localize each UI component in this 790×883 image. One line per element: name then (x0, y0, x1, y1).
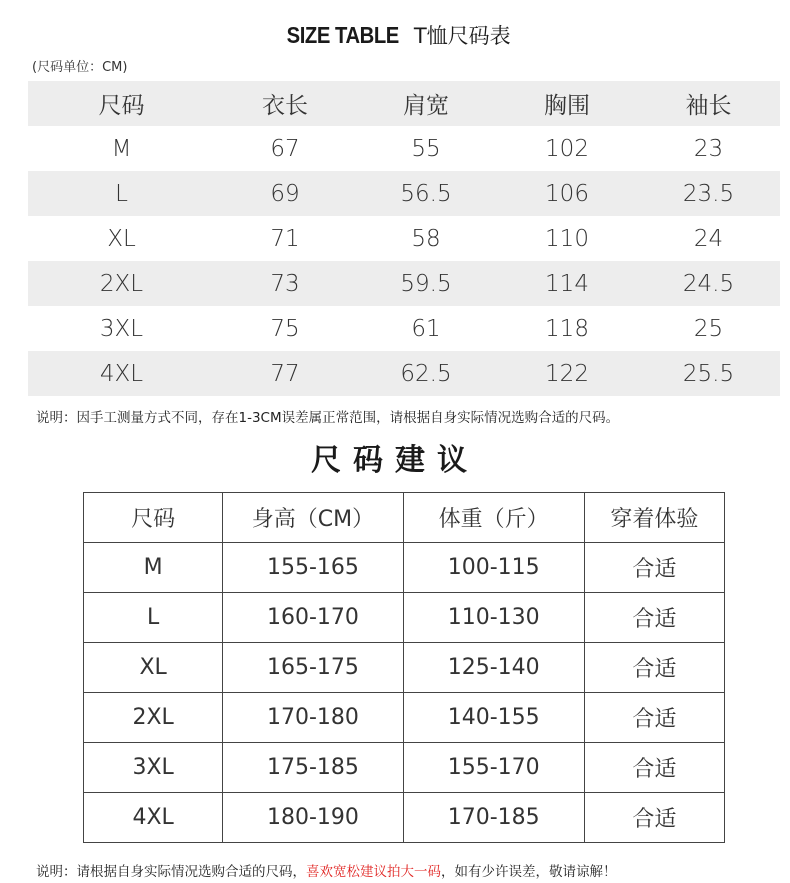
header-cell: 衣长 (262, 93, 308, 119)
table-cell: 77 (270, 360, 300, 387)
page-title (0, 20, 790, 50)
fit-note-prefix: 说明：请根据自身实际情况选购合适的尺码， (36, 864, 306, 880)
table-row (84, 693, 725, 743)
measurement-note: 说明：因手工测量方式不同，存在1-3CM误差属正常范围，请根据自身实际情况选购合适的尺码。 (36, 410, 620, 426)
table-cell: 25 (693, 315, 724, 342)
table-row (28, 261, 780, 306)
unit-note: (尺码单位：CM) (32, 60, 128, 75)
table-cell: XL (107, 225, 136, 252)
table-cell: 106 (545, 180, 589, 207)
table-cell: XL (84, 643, 223, 693)
header-cell: 体重（斤） (403, 493, 584, 543)
table-cell: M (84, 543, 223, 593)
table-cell: 25.5 (682, 360, 735, 387)
table-cell: 69 (270, 180, 300, 207)
table-row (28, 351, 780, 396)
title-cn: T恤尺码表 (413, 24, 511, 48)
table-cell: 67 (270, 135, 300, 162)
title-en: SIZE TABLE (286, 22, 400, 48)
table-cell: 110-130 (403, 593, 584, 643)
table-cell: 合适 (584, 743, 724, 793)
header-cell: 袖长 (685, 93, 732, 119)
table-cell: 125-140 (403, 643, 584, 693)
table-cell: M (111, 135, 132, 162)
table-cell: 102 (545, 135, 589, 162)
table-row (84, 743, 725, 793)
table-cell: 170-180 (223, 693, 403, 743)
table-cell: 24.5 (682, 270, 735, 297)
table-cell: 140-155 (403, 693, 584, 743)
suggestion-heading: 尺码建议 (311, 443, 479, 478)
suggestion-table-header (84, 493, 725, 543)
table-row (84, 643, 725, 693)
table-cell: 合适 (584, 593, 724, 643)
table-cell: 3XL (99, 315, 144, 342)
table-cell: 24 (693, 225, 724, 252)
table-cell: 71 (270, 225, 300, 252)
fit-note-highlight: 喜欢宽松建议拍大一码 (306, 864, 441, 880)
header-cell: 尺码 (98, 93, 145, 119)
table-cell: 160-170 (223, 593, 403, 643)
fit-note (36, 860, 617, 880)
table-cell: 155-165 (223, 543, 403, 593)
table-row (84, 543, 725, 593)
table-cell: 4XL (99, 360, 144, 387)
table-cell: 2XL (84, 693, 223, 743)
table-cell: 165-175 (223, 643, 403, 693)
header-cell: 肩宽 (403, 93, 449, 119)
table-cell: 3XL (84, 743, 223, 793)
table-cell: 170-185 (403, 793, 584, 843)
table-cell: 118 (545, 315, 589, 342)
table-cell: 75 (270, 315, 300, 342)
table-cell: 2XL (99, 270, 144, 297)
table-cell: 55 (411, 135, 441, 162)
table-cell: L (84, 593, 223, 643)
table-row (28, 306, 780, 351)
table-cell: 61 (411, 315, 441, 342)
table-cell: 23 (693, 135, 724, 162)
header-cell: 身高（CM） (223, 493, 403, 543)
table-cell: 100-115 (403, 543, 584, 593)
header-cell: 穿着体验 (584, 493, 724, 543)
table-row (84, 793, 725, 843)
table-row (28, 216, 780, 261)
table-cell: 175-185 (223, 743, 403, 793)
header-cell: 胸围 (544, 93, 590, 119)
table-cell: 4XL (84, 793, 223, 843)
header-cell: 尺码 (84, 493, 223, 543)
table-cell: 56.5 (400, 180, 452, 207)
suggestion-table (83, 492, 725, 843)
table-cell: 合适 (584, 543, 724, 593)
table-cell: 合适 (584, 693, 724, 743)
table-cell: 58 (411, 225, 441, 252)
fit-note-suffix: ，如有少许误差，敬请谅解！ (441, 864, 617, 880)
table-cell: 合适 (584, 643, 724, 693)
table-row (28, 171, 780, 216)
table-cell: 114 (545, 270, 589, 297)
table-cell: 122 (545, 360, 589, 387)
table-cell: 59.5 (400, 270, 452, 297)
table-row (28, 126, 780, 171)
table-row (84, 593, 725, 643)
table-cell: L (115, 180, 128, 207)
table-cell: 62.5 (400, 360, 452, 387)
size-table-header (28, 81, 780, 126)
table-cell: 180-190 (223, 793, 403, 843)
table-cell: 23.5 (682, 180, 735, 207)
size-table (28, 81, 780, 396)
table-cell: 110 (545, 225, 589, 252)
table-cell: 合适 (584, 793, 724, 843)
table-cell: 73 (270, 270, 300, 297)
table-cell: 155-170 (403, 743, 584, 793)
